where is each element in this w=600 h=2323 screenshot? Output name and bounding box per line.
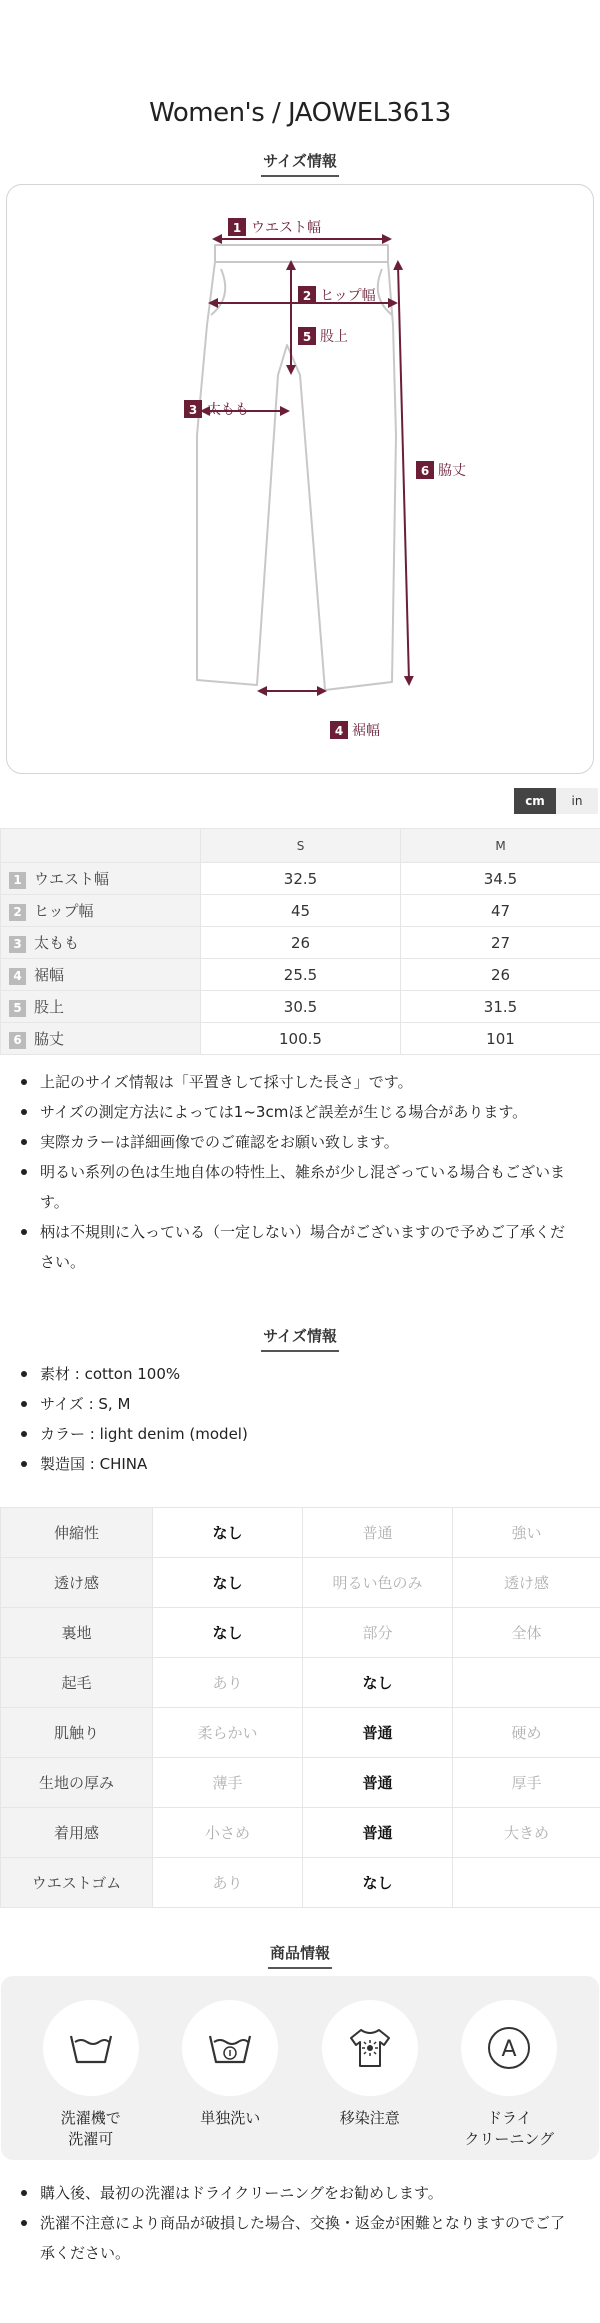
row-label: 6 脇丈 <box>1 1023 201 1055</box>
diagram-label-thigh <box>184 400 249 418</box>
table-row <box>1 1808 600 1858</box>
attribute-option <box>453 1658 600 1708</box>
attribute-option: 小さめ <box>153 1808 303 1858</box>
care-label: 単独洗い <box>200 2109 261 2127</box>
list-item: 上記のサイズ情報は「平置きして採寸した長さ」です。 <box>0 1067 600 1097</box>
attribute-option: あり <box>153 1658 303 1708</box>
attribute-label: ウエストゴム <box>1 1858 153 1908</box>
care-instructions-panel <box>1 1976 599 2160</box>
attribute-option: 柔らかい <box>153 1708 303 1758</box>
unit-cm-button[interactable]: cm <box>514 788 556 814</box>
size-table-corner <box>1 829 201 863</box>
table-row <box>1 1708 600 1758</box>
care-label: ドライ クリーニング <box>464 2109 555 2148</box>
list-item: 購入後、最初の洗濯はドライクリーニングをお勧めします。 <box>0 2178 600 2208</box>
attribute-option-selected: 普通 <box>303 1758 453 1808</box>
size-notes-list <box>0 1055 600 1277</box>
attribute-label: 着用感 <box>1 1808 153 1858</box>
table-cell: 30.5 <box>201 991 401 1023</box>
attribute-option-selected: なし <box>153 1558 303 1608</box>
attribute-label: 肌触り <box>1 1708 153 1758</box>
svg-text:裾幅: 裾幅 <box>352 723 380 739</box>
diagram-label-side-length <box>416 461 466 479</box>
table-row <box>1 895 600 927</box>
list-item: 洗濯不注意により商品が破損した場合、交換・返金が困難となりますのでご了承ください。 <box>0 2208 600 2268</box>
fabric-attributes-table <box>0 1507 600 1908</box>
dry-clean-icon <box>461 2000 557 2096</box>
attribute-option-selected: なし <box>303 1658 453 1708</box>
row-number-badge: 4 <box>9 968 26 985</box>
unit-in-button[interactable]: in <box>556 788 598 814</box>
attribute-label: 起毛 <box>1 1658 153 1708</box>
unit-toggle <box>514 788 598 814</box>
spec-info-heading: サイズ情報 <box>0 1325 600 1359</box>
svg-text:股上: 股上 <box>320 329 348 345</box>
care-item-dry-clean <box>449 2000 569 2160</box>
svg-text:太もも: 太もも <box>207 402 249 418</box>
svg-text:3: 3 <box>188 403 198 417</box>
svg-text:脇丈: 脇丈 <box>438 463 466 479</box>
list-item: カラー : light denim (model) <box>0 1419 600 1449</box>
table-cell: 45 <box>201 895 401 927</box>
size-table-header <box>1 829 600 863</box>
wash-separately-icon <box>182 2000 278 2096</box>
attribute-option: 部分 <box>303 1608 453 1658</box>
table-row <box>1 1023 600 1055</box>
size-column-header: M <box>401 829 600 863</box>
table-cell: 32.5 <box>201 863 401 895</box>
row-label: 3 太もも <box>1 927 201 959</box>
row-label: 1 ウエスト幅 <box>1 863 201 895</box>
table-row <box>1 1658 600 1708</box>
attribute-label: 透け感 <box>1 1558 153 1608</box>
table-cell: 26 <box>401 959 600 991</box>
product-info-heading: 商品情報 <box>0 1942 600 1976</box>
table-cell: 31.5 <box>401 991 600 1023</box>
page-title: Women's / JAOWEL3613 <box>149 98 451 128</box>
list-item: 明るい系列の色は生地自体の特性上、雑糸が少し混ざっている場合もございます。 <box>0 1157 600 1217</box>
attribute-label: 伸縮性 <box>1 1508 153 1558</box>
color-transfer-icon <box>322 2000 418 2096</box>
attribute-option: 硬め <box>453 1708 600 1758</box>
care-item-wash-separately <box>170 2000 290 2160</box>
attribute-option <box>453 1858 600 1908</box>
pants-outline-illustration <box>7 185 595 775</box>
attribute-label: 生地の厚み <box>1 1758 153 1808</box>
unit-toggle-row <box>0 774 600 828</box>
diagram-label-hem <box>330 721 380 739</box>
table-cell: 47 <box>401 895 600 927</box>
table-cell: 34.5 <box>401 863 600 895</box>
table-row <box>1 1558 600 1608</box>
care-item-color-transfer <box>310 2000 430 2160</box>
pants-size-diagram <box>6 184 594 774</box>
list-item: サイズ : S, M <box>0 1389 600 1419</box>
attribute-option-selected: 普通 <box>303 1708 453 1758</box>
table-row <box>1 991 600 1023</box>
table-cell: 101 <box>401 1023 600 1055</box>
attribute-option-selected: なし <box>153 1508 303 1558</box>
row-label: 4 裾幅 <box>1 959 201 991</box>
list-item: 素材 : cotton 100% <box>0 1359 600 1389</box>
attribute-option-selected: なし <box>303 1858 453 1908</box>
attribute-option: 透け感 <box>453 1558 600 1608</box>
svg-text:1: 1 <box>232 221 242 235</box>
attribute-label: 裏地 <box>1 1608 153 1658</box>
attribute-option: 厚手 <box>453 1758 600 1808</box>
care-label: 移染注意 <box>339 2109 400 2127</box>
table-row <box>1 959 600 991</box>
table-row <box>1 1858 600 1908</box>
svg-text:ウエスト幅: ウエスト幅 <box>251 220 321 236</box>
size-column-header: S <box>201 829 401 863</box>
attribute-option-selected: なし <box>153 1608 303 1658</box>
table-cell: 25.5 <box>201 959 401 991</box>
list-item: 製造国 : CHINA <box>0 1449 600 1479</box>
diagram-label-waist <box>228 218 321 236</box>
attribute-option: 強い <box>453 1508 600 1558</box>
svg-text:6: 6 <box>420 464 430 478</box>
care-item-machine-wash <box>31 2000 151 2160</box>
svg-text:2: 2 <box>302 289 312 303</box>
care-label: 洗濯機で 洗濯可 <box>60 2109 121 2148</box>
row-number-badge: 3 <box>9 936 26 953</box>
table-row <box>1 1508 600 1558</box>
diagram-label-hip <box>298 286 376 304</box>
attribute-option: あり <box>153 1858 303 1908</box>
svg-text:ヒップ幅: ヒップ幅 <box>320 288 376 304</box>
row-number-badge: 1 <box>9 872 26 889</box>
list-item: サイズの測定方法によっては1~3cmほど誤差が生じる場合があります。 <box>0 1097 600 1127</box>
table-cell: 100.5 <box>201 1023 401 1055</box>
diagram-label-rise <box>298 327 348 345</box>
svg-text:5: 5 <box>302 330 312 344</box>
list-item: 柄は不規則に入っている（一定しない）場合がございますので予めご了承ください。 <box>0 1217 600 1277</box>
svg-text:4: 4 <box>334 724 344 738</box>
table-cell: 26 <box>201 927 401 959</box>
attribute-option: 明るい色のみ <box>303 1558 453 1608</box>
size-info-heading: サイズ情報 <box>0 150 600 184</box>
attribute-option: 大きめ <box>453 1808 600 1858</box>
row-number-badge: 5 <box>9 1000 26 1017</box>
table-row <box>1 863 600 895</box>
list-item: 実際カラーは詳細画像でのご確認をお願い致します。 <box>0 1127 600 1157</box>
table-cell: 27 <box>401 927 600 959</box>
attribute-option: 全体 <box>453 1608 600 1658</box>
row-label: 2 ヒップ幅 <box>1 895 201 927</box>
spec-list <box>0 1359 600 1479</box>
machine-wash-icon <box>43 2000 139 2096</box>
attribute-option: 普通 <box>303 1508 453 1558</box>
svg-text:A: A <box>501 2037 517 2062</box>
attribute-option: 薄手 <box>153 1758 303 1808</box>
table-row <box>1 1758 600 1808</box>
table-row <box>1 927 600 959</box>
product-notes-list <box>0 2160 600 2278</box>
row-label: 5 股上 <box>1 991 201 1023</box>
size-table <box>0 828 600 1055</box>
attribute-option-selected: 普通 <box>303 1808 453 1858</box>
table-row <box>1 1608 600 1658</box>
row-number-badge: 6 <box>9 1032 26 1049</box>
row-number-badge: 2 <box>9 904 26 921</box>
